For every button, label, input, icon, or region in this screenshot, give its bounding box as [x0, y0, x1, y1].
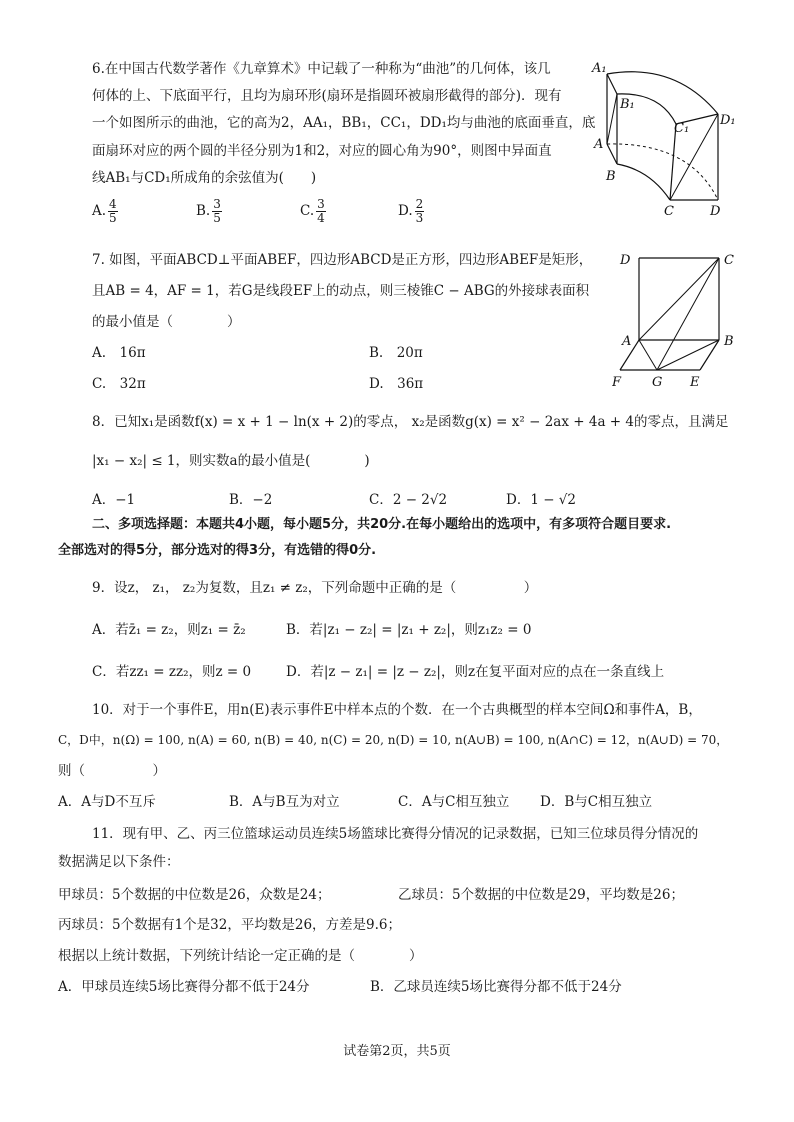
q6-line-5: 线AB₁与CD₁所成角的余弦值为( )	[92, 170, 317, 186]
q11-player-jia: 甲球员：5个数据的中位数是26，众数是24；	[58, 887, 331, 903]
page-footer: 试卷第2页，共5页	[343, 1044, 451, 1059]
section-2-heading-line-2: 全部选对的得5分，部分选对的得3分，有选错的得0分.	[58, 543, 377, 558]
q7-option-d: D. 36π	[369, 376, 424, 392]
label-c: C	[724, 253, 734, 268]
q7-pyramid-figure	[612, 248, 742, 388]
q7-option-a: A. 16π	[92, 345, 146, 361]
q7-option-c: C. 32π	[92, 376, 146, 392]
q10-option-a: A．A与D不互斥	[58, 794, 156, 810]
q6-line-2: 何体的上、下底面平行，且均为扇环形(扇环是指圆环被扇形截得的部分)．现有	[92, 88, 562, 104]
q7-option-b: B. 20π	[369, 345, 423, 361]
q9-option-b: B．若|z₁ − z₂| = |z₁ + z₂|，则z₁z₂ = 0	[286, 622, 532, 638]
q10-option-b: B．A与B互为对立	[229, 794, 340, 810]
label-a: A	[594, 137, 604, 152]
label-d1: D₁	[720, 113, 736, 128]
q10-line-3: 则（ ）	[58, 763, 166, 779]
q6-line-4: 面扇环对应的两个圆的半径分别为1和2，对应的圆心角为90°，则图中异面直	[92, 143, 552, 159]
q11-player-yi: 乙球员：5个数据的中位数是29，平均数是26；	[398, 887, 684, 903]
q10-line-1: 10．对于一个事件E，用n(E)表示事件E中样本点的个数．在一个古典概型的样本空间Ω和事件A，B，	[92, 702, 702, 718]
q8-option-a: A．−1	[92, 492, 136, 508]
q8-line-2: |x₁ − x₂| ≤ 1，则实数a的最小值是( )	[92, 453, 370, 469]
label-b: B	[606, 169, 616, 184]
q7-line-3: 的最小值是（ ）	[92, 314, 241, 330]
label-b1: B₁	[620, 97, 635, 112]
q6-option-b: B. $\frac{3}{5}$	[196, 197, 221, 225]
q11-option-a: A．甲球员连续5场比赛得分都不低于24分	[58, 979, 310, 995]
q8-option-c: C．2 − 2√2	[369, 492, 448, 508]
label-d: D	[620, 253, 631, 268]
q11-player-bing: 丙球员：5个数据有1个是32，平均数是26，方差是9.6；	[58, 917, 402, 933]
label-f: F	[612, 375, 622, 388]
q6-line-3: 一个如图所示的曲池，它的高为2，AA₁，BB₁，CC₁，DD₁均与曲池的底面垂直，底	[92, 115, 596, 131]
q9-stem: 9．设z， z₁， z₂为复数，且z₁ ≠ z₂，下列命题中正确的是（ ）	[92, 580, 538, 596]
q9-option-c: C．若zz₁ = zz₂，则z = 0	[92, 664, 252, 680]
q11-line-1: 11．现有甲、乙、丙三位篮球运动员连续5场篮球比赛得分情况的记录数据，已知三位球员得分情况的	[92, 826, 699, 842]
q9-option-d: D．若|z − z₁| = |z − z₂|，则z在复平面对应的点在一条直线上	[286, 664, 665, 680]
q9-option-a: A．若z̄₁ = z₂，则z₁ = z̄₂	[92, 622, 246, 638]
q10-option-d: D．B与C相互独立	[540, 794, 653, 810]
q6-curved-pool-figure	[590, 52, 740, 222]
q8-line-1: 8．已知x₁是函数f(x) = x + 1 − ln(x + 2)的零点， x₂是函数g(x) = x² − 2ax + 4a + 4的零点，且满足	[92, 414, 729, 430]
label-a: A	[622, 334, 632, 349]
q6-option-c: C. $\frac{3}{4}$	[300, 197, 325, 225]
q6-option-a: A. $\frac{4}{5}$	[92, 197, 117, 225]
label-d: D	[710, 204, 721, 219]
q10-option-c: C．A与C相互独立	[398, 794, 510, 810]
section-2-heading-line-1: 二、多项选择题：本题共4小题，每小题5分，共20分.在每小题给出的选项中，有多项符合题目要求.	[92, 517, 672, 532]
label-c: C	[664, 204, 674, 219]
label-c1: C₁	[674, 121, 690, 136]
q7-line-1: 7. 如图，平面ABCD⊥平面ABEF，四边形ABCD是正方形，四边形ABEF是矩形，	[92, 252, 593, 268]
label-e: E	[690, 375, 700, 388]
label-g: G	[652, 375, 663, 388]
q8-option-b: B．−2	[229, 492, 273, 508]
label-b: B	[724, 334, 734, 349]
q6-option-d: D. $\frac{2}{3}$	[398, 197, 424, 225]
q6-line-1: 6.在中国古代数学著作《九章算术》中记载了一种称为“曲池”的几何体，该几	[92, 61, 551, 77]
q11-line-2: 数据满足以下条件：	[58, 854, 180, 870]
q7-line-2: 且AB = 4，AF = 1，若G是线段EF上的动点，则三棱锥C − ABG的外接球表面积	[92, 283, 590, 299]
q10-line-2: C，D中，n(Ω) = 100, n(A) = 60, n(B) = 40, n(C) = 20, n(D) = 10, n(A∪B) = 100, n(A∩C) = 12，n(A∪D) = 70，	[58, 733, 729, 747]
label-a1: A₁	[592, 61, 607, 76]
q11-option-b: B．乙球员连续5场比赛得分都不低于24分	[370, 979, 622, 995]
q11-question: 根据以上统计数据，下列统计结论一定正确的是（ ）	[58, 948, 423, 964]
q8-option-d: D．1 − √2	[506, 492, 576, 508]
